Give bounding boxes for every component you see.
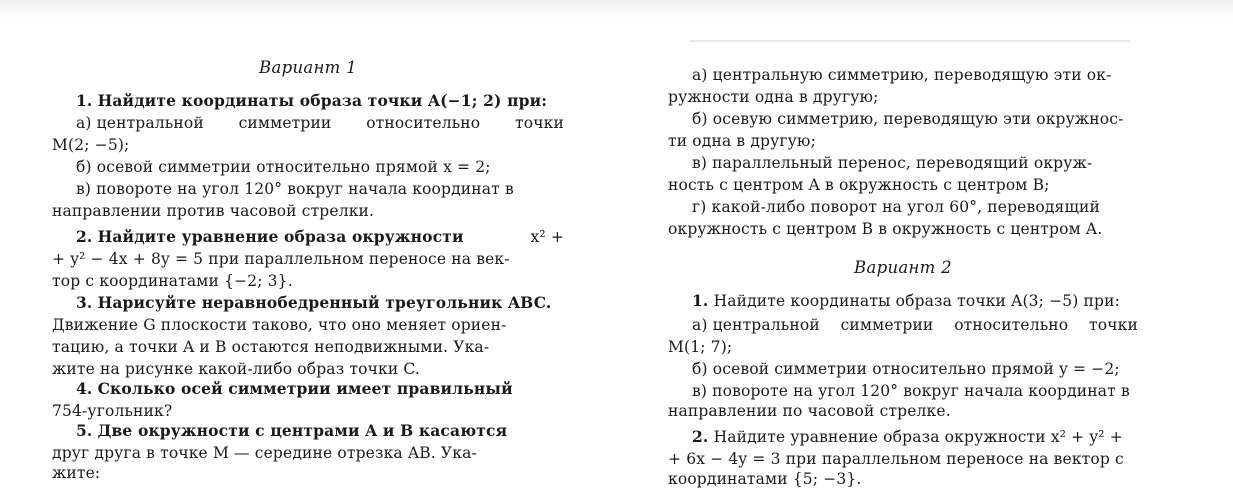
task-5-option-b-line-1: б) осевую симметрию, переводящую эти окружнос- (692, 110, 1124, 128)
browser-top-strip (0, 0, 1233, 20)
v2-task-2-line-2: + 6x − 4y = 3 при параллельном переносе на вектор с (668, 450, 1124, 468)
task-5-option-v-line-2: ность с центром A в окружность с центром B; (668, 176, 1050, 194)
v2-task-1-line-6: направлении по часовой стрелке. (668, 402, 951, 420)
task-2-line-1: 2. Найдите уравнение образа окружности x² + (76, 227, 564, 246)
task-5-line-2: друг друга в точке M — середине отрезка AB. Ука- (52, 444, 477, 462)
task-1-line-1: 1. Найдите координаты образа точки A(−1; 2) при: (76, 91, 548, 110)
task-1-line-2: а) центральной симметрии относительно точки (76, 114, 564, 132)
task-2-line-2: + y² − 4x + 8y = 5 при параллельном переносе на век- (52, 250, 510, 268)
task-1-line-3: M(2; −5); (52, 136, 130, 154)
v2-task-2-line-3: координатами {5; −3}. (668, 470, 862, 488)
v2-task-1-line-4: б) осевой симметрии относительно прямой y = −2; (692, 360, 1120, 378)
faint-scan-line (690, 40, 1130, 42)
task-5-option-b-line-2: ти одна в другую; (668, 132, 816, 150)
task-3-line-3: тацию, а точки A и B остаются неподвижными. Ука- (52, 338, 490, 356)
task-3-line-4: жите на рисунке какой-либо образ точки C. (52, 360, 420, 378)
task-5-line-1: 5. Две окружности с центрами A и B касаются (76, 421, 508, 440)
v2-task-1-line-1: 1. Найдите координаты образа точки A(3; −5) при: (692, 291, 1120, 310)
task-4-line-1: 4. Сколько осей симметрии имеет правильный (76, 379, 513, 398)
task-3-line-1: 3. Нарисуйте неравнобедренный треугольник ABC. (76, 293, 552, 312)
task-4-line-2: 754-угольник? (52, 402, 173, 420)
task-5-option-g-line-2: окружность с центром B в окружность с центром A. (668, 220, 1103, 238)
v2-task-1-line-2: а) центральной симметрии относительно точки (692, 316, 1138, 334)
task-5-option-a-line-1: а) центральную симметрию, переводящую эти ок- (692, 66, 1112, 84)
task-1-line-6: направлении против часовой стрелки. (52, 202, 375, 220)
task-5-line-3: жите: (52, 464, 101, 482)
v2-task-2-line-1: 2. Найдите уравнение образа окружности x² + y² + (692, 427, 1123, 446)
task-5-option-v-line-1: в) параллельный перенос, переводящий окруж- (692, 154, 1093, 172)
variant-2-title: Вариант 2 (854, 258, 952, 277)
task-5-option-a-line-2: ружности одна в другую; (668, 88, 879, 106)
task-5-option-g-line-1: г) какой-либо поворот на угол 60°, переводящий (692, 198, 1100, 216)
v2-task-1-line-5: в) повороте на угол 120° вокруг начала координат в (692, 382, 1130, 400)
task-1-line-4: б) осевой симметрии относительно прямой x = 2; (76, 158, 491, 176)
task-2-line-3: тор с координатами {−2; 3}. (52, 272, 293, 290)
v2-task-1-line-3: M(1; 7); (668, 338, 733, 356)
task-3-line-2: Движение G плоскости таково, что оно меняет ориен- (52, 316, 507, 334)
variant-1-title: Вариант 1 (259, 58, 357, 77)
task-1-line-5: в) повороте на угол 120° вокруг начала координат в (76, 180, 514, 198)
